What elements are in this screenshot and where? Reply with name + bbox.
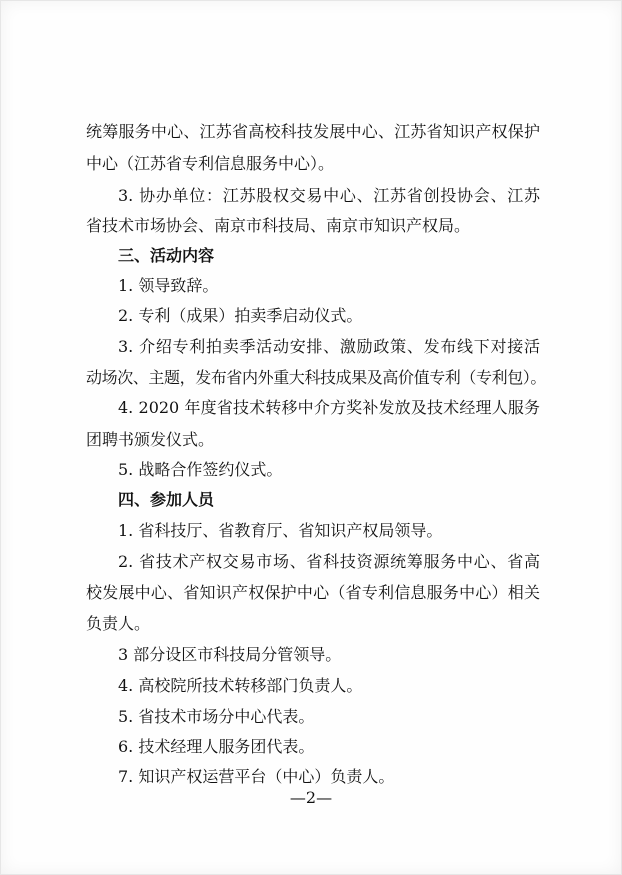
list-item: 1. 省科技厅、省教育厅、省知识产权局领导。 xyxy=(118,521,443,540)
paragraph-line: 负责人。 xyxy=(86,614,151,633)
list-item: 5. 战略合作签约仪式。 xyxy=(118,460,283,479)
list-item: 1. 领导致辞。 xyxy=(118,276,219,295)
page-number: —2— xyxy=(289,788,333,807)
list-item: 7. 知识产权运营平台（中心）负责人。 xyxy=(118,767,395,786)
paragraph-line: 动场次、主题，发布省内外重大科技成果及高价值专利（专利包）。 xyxy=(86,368,547,387)
list-item: 2. 专利（成果）拍卖季启动仪式。 xyxy=(118,306,363,325)
list-item: 2. 省技术产权交易市场、省科技资源统筹服务中心、省高 xyxy=(118,552,540,571)
list-item: 5. 省技术市场分中心代表。 xyxy=(118,707,315,726)
paragraph-line: 统筹服务中心、江苏省高校科技发展中心、江苏省知识产权保护 xyxy=(86,122,540,141)
list-item: 4. 高校院所技术转移部门负责人。 xyxy=(118,676,363,695)
paragraph-line: 3. 协办单位：江苏股权交易中心、江苏省创投协会、江苏 xyxy=(118,186,540,205)
paragraph-line: 校发展中心、省知识产权保护中心（省专利信息服务中心）相关 xyxy=(86,583,540,602)
section-heading: 三、活动内容 xyxy=(118,246,215,265)
list-item: 4. 2020 年度省技术转移中介方奖补发放及技术经理人服务 xyxy=(118,398,540,417)
paragraph-line: 团聘书颁发仪式。 xyxy=(86,430,215,449)
list-item: 6. 技术经理人服务团代表。 xyxy=(118,737,315,756)
list-item: 3. 介绍专利拍卖季活动安排、激励政策、发布线下对接活 xyxy=(118,337,540,356)
list-item: 3 部分设区市科技局分管领导。 xyxy=(118,645,342,664)
paragraph-line: 省技术市场协会、南京市科技局、南京市知识产权局。 xyxy=(86,216,471,235)
section-heading: 四、参加人员 xyxy=(118,490,215,509)
paragraph-line: 中心（江苏省专利信息服务中心）。 xyxy=(86,154,335,173)
